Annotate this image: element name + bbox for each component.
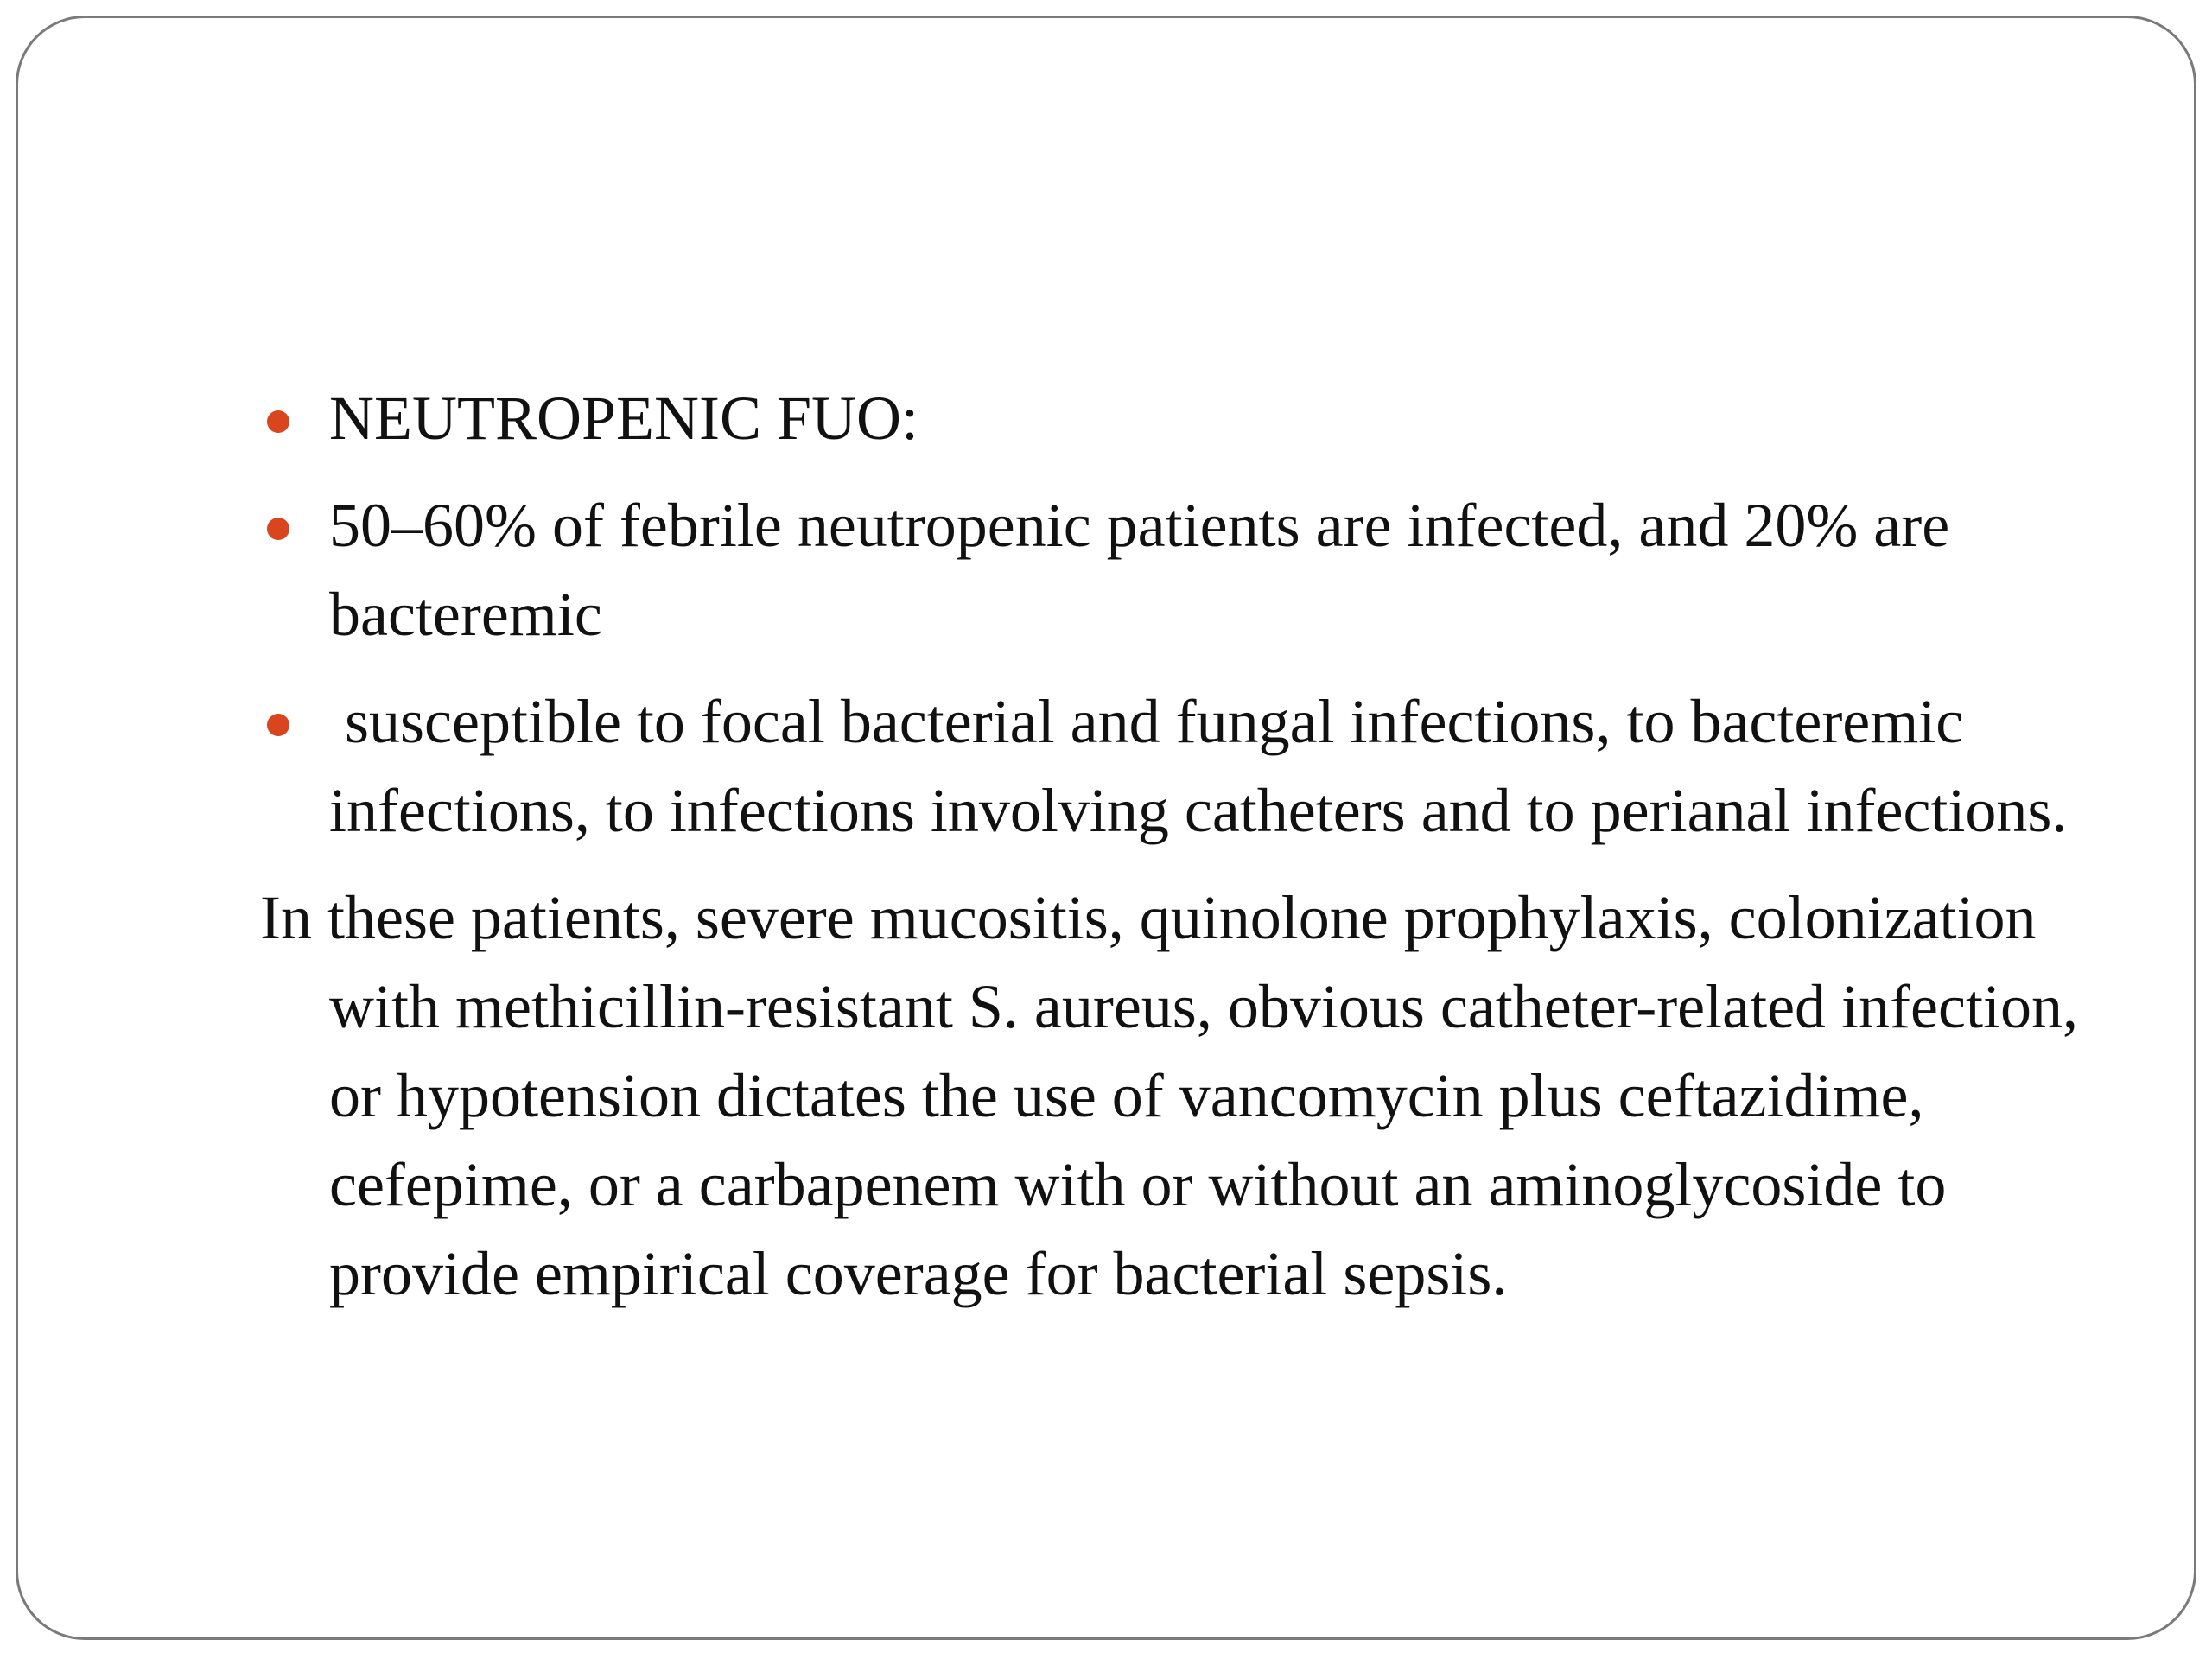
slide-body <box>260 374 2109 1337</box>
bullet-dot-icon <box>267 714 289 736</box>
treatment-paragraph <box>260 874 2109 1319</box>
slide-frame <box>16 16 2196 1640</box>
bullet-item-febrile-patients <box>260 481 2109 659</box>
bullet-item-neutropenic-fuo <box>260 374 2109 463</box>
bullet-dot-icon <box>267 518 289 540</box>
bullet-item-susceptible-infections <box>260 677 2109 855</box>
bullet-text: NEUTROPENIC FUO: <box>329 384 919 453</box>
bullet-dot-icon <box>267 410 289 433</box>
bullet-text: 50–60% of febrile neutropenic patients are infected, and 20% are bacteremic <box>329 491 1950 649</box>
bullet-text: susceptible to focal bacterial and fungal infections, to bacteremic infections, to infections involving catheters and to perianal infections. <box>329 687 2068 845</box>
paragraph-text: In these patients, severe mucositis, quinolone prophylaxis, colonization with methicillin-resistant S. aureus, obvious catheter-related infection, or hypotension dictates the use of vancomycin plus ceftazidime, cefepime, or a carbapenem with or without an aminoglycoside to provide empirical coverage for bacterial sepsis. <box>260 883 2078 1308</box>
